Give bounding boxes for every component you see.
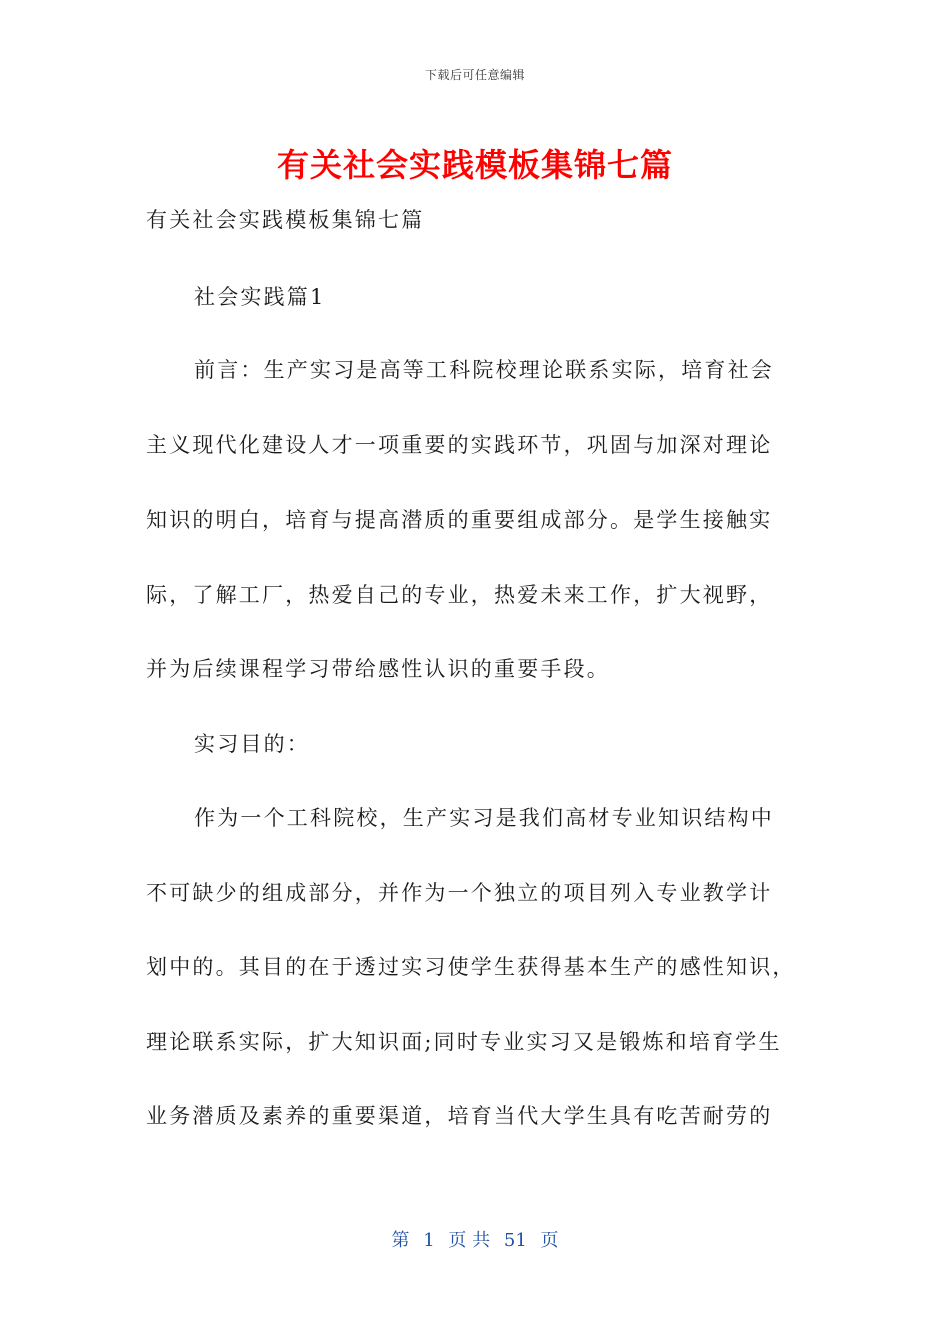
body-line: 不可缺少的组成部分，并作为一个独立的项目列入专业教学计 bbox=[146, 881, 773, 905]
body-line: 际，了解工厂，热爱自己的专业，热爱未来工作，扩大视野， bbox=[146, 583, 773, 607]
body-line: 知识的明白，培育与提高潜质的重要组成部分。是学生接触实 bbox=[146, 508, 773, 532]
body-line: 作为一个工科院校，生产实习是我们高材专业知识结构中 bbox=[194, 806, 774, 830]
body-line: 主义现代化建设人才一项重要的实践环节，巩固与加深对理论 bbox=[146, 433, 773, 457]
body-line: 前言：生产实习是高等工科院校理论联系实际，培育社会 bbox=[194, 358, 774, 382]
section-heading: 实习目的： bbox=[194, 732, 310, 756]
footer-prefix: 第 bbox=[391, 1230, 410, 1251]
body-line: 业务潜质及素养的重要渠道，培育当代大学生具有吃苦耐劳的 bbox=[146, 1104, 773, 1128]
document-title: 有关社会实践模板集锦七篇 bbox=[276, 146, 673, 184]
body-line: 划中的。其目的在于透过实习使学生获得基本生产的感性知识， bbox=[146, 955, 796, 979]
body-line: 并为后续课程学习带给感性认识的重要手段。 bbox=[146, 657, 610, 681]
header-note: 下载后可任意编辑 bbox=[424, 68, 525, 82]
subtitle-line: 有关社会实践模板集锦七篇 bbox=[146, 208, 425, 232]
page-footer bbox=[0, 1226, 950, 1252]
body-line: 理论联系实际，扩大知识面;同时专业实习又是锻炼和培育学生 bbox=[146, 1030, 782, 1054]
total-page-count: 51 bbox=[503, 1230, 527, 1251]
footer-middle: 页 共 bbox=[448, 1230, 491, 1251]
section-heading: 社会实践篇1 bbox=[194, 285, 326, 309]
current-page-number: 1 bbox=[423, 1230, 435, 1251]
footer-suffix: 页 bbox=[540, 1230, 559, 1251]
